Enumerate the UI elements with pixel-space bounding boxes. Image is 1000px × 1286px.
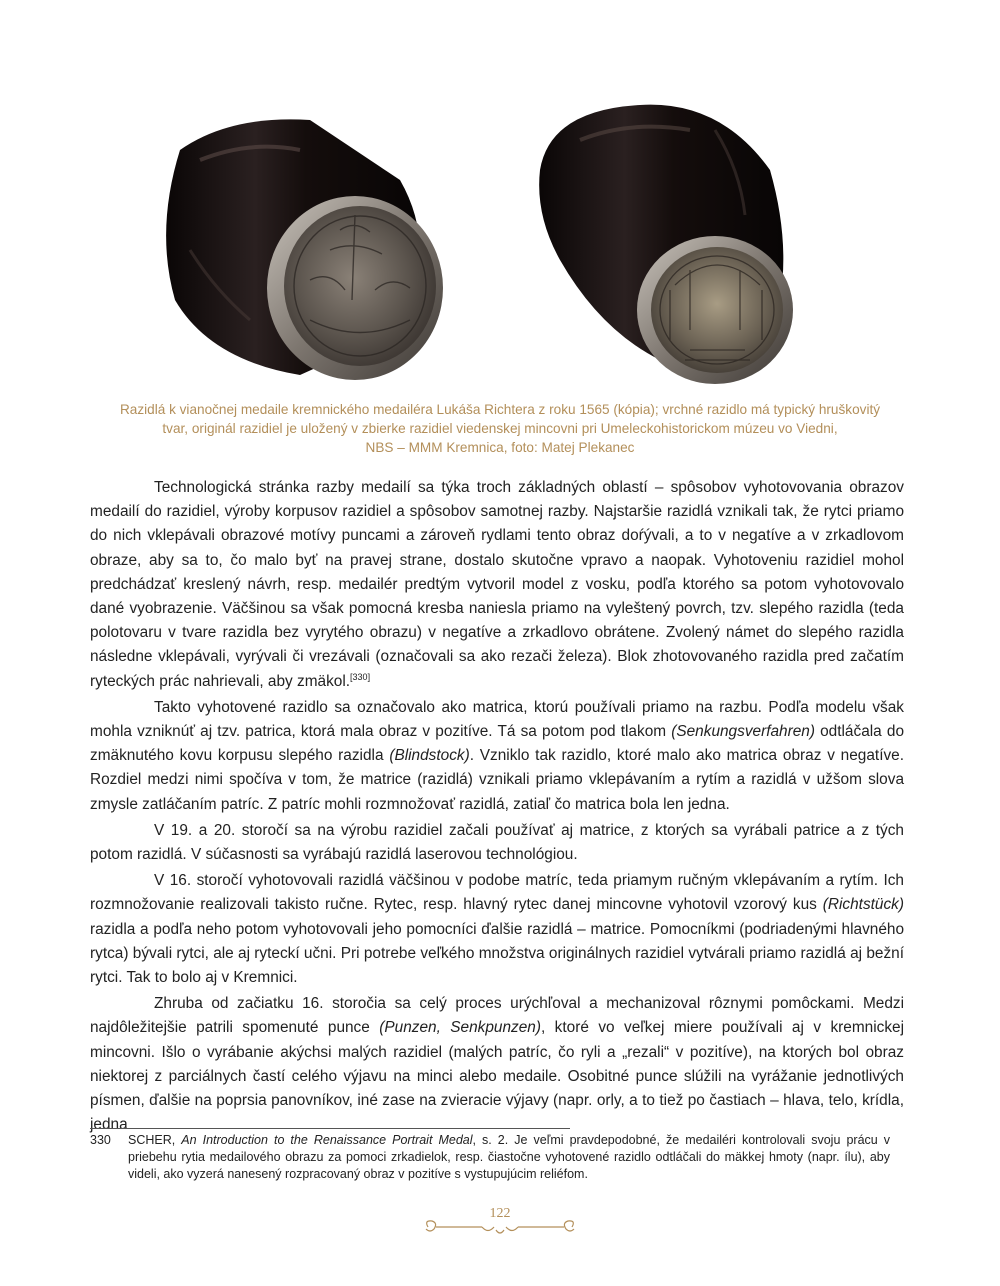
right-die: [539, 105, 793, 384]
page-number: 122: [489, 1206, 511, 1221]
main-text: [90, 476, 904, 1137]
left-die-face: [284, 206, 436, 366]
footnote-title: An Introduction to the Renaissance Portrait Medal: [181, 1133, 473, 1147]
figure-caption: [90, 400, 910, 457]
footnote-rest: , s. 2. Je veľmi pravdepodobné, že medailéri kontrolovali svoju prácu v priebehu rytia medailového obrazu za pomoci zrkadielok, resp. čiastočne vyhotovené razidlo odtláčali do mäkkej hmoty (napr. ílu), aby videli, ako vyzerá nanesený rozpracovaný obraz v pozitíve s vystupujúcim reliéfom.: [128, 1133, 891, 1181]
footnote-ref-330[interactable]: [330]: [350, 671, 371, 682]
footnote-divider: [90, 1128, 570, 1129]
paragraph-2-text-a: Takto vyhotovené razidlo sa označovalo ako matrica, ktorú používali priamo na razbu. Podľa modelu však mohla vzniknúť aj tzv. patrica, ktorá mala obraz v pozitíve. Tá sa potom pod tlakom: [90, 698, 904, 741]
die-photographs: [0, 0, 1000, 400]
left-die: [166, 119, 443, 380]
caption-line-1: Razidlá k vianočnej medaile kremnického medailéra Lukáša Richtera z roku 1565 (kópia); vrchné razidlo má typický hruškovitý: [119, 402, 881, 417]
paragraph-2-text-c: . Vzniklo tak razidlo, ktoré malo ako matrica obraz v negatíve. Rozdiel medzi nimi spočíva v tom, že matrice (razidlá) vznikali priamo vklepávaním a rytím a razidlá v užšom slova zmysle zatláčaním patríc. Z patríc mohli rozmnožovať razidlá, zatiaľ čo matrica bola len jedna.: [90, 747, 904, 813]
paragraph-5: [90, 992, 904, 1137]
footnote-text: [128, 1132, 890, 1183]
paragraph-5-text-b: , ktoré vo veľkej miere používali aj v kremnickej mincovni. Išlo o vyrábanie akýchsi malých razidiel (malých patríc, čo ryli a „rezali“ v pozitíve), na ktorých bol obraz niektorej z parciálnych častí celého výjavu na minci alebo medaile. Osobitné punce slúžili na vyrážanie jednotlivých písmen, ďalšie na poprsia panovníkov, iné zase na zvieracie výjavy (napr. orly, a to tiež po častiach – hlava, telo, krídla, jedna: [90, 1019, 904, 1134]
paragraph-3: V 19. a 20. storočí sa na výrobu razidiel začali používať aj matrice, z ktorých sa vyrábali patrice a z tých potom razidlá. V súčasnosti sa vyrábajú razidlá laserovou technológiou.: [90, 821, 904, 864]
paragraph-2-text-b: odtláčala do zmäknutého kovu korpusu slepého razidla: [90, 723, 905, 765]
footnote-330: [90, 1132, 890, 1183]
paragraph-1-text: Technologická stránka razby medailí sa týka troch základných oblastí – spôsobov vyhotovovania obrazov medailí do razidiel, výroby korpusov razidiel a spôsobov samotnej razby. Najstaršie razidlá vznikali tak, že rytci priamo do nich vklepávali obrazové motívy puncami a zároveň rydlami tento obraz doŕývali, a to v negatíve a v zrkadlovom obraze, aby sa to, čo malo byť na pravej strane, dostalo skutočne vpravo a naopak. Vyhotoveniu razidiel mohol predchádzať kreslený návrh, resp. medailér predtým vytvoril model z vosku, podľa ktorého sa potom vyhotovovalo dané vyobrazenie. Väčšinou sa však pomocná kresba naniesla priamo na vyleštený povrch, tzv. slepého razidla (teda polotovaru v tvare razidla bez vyrytého obrazu) v negatíve a zrkadlovo obrátene. Zvolený námet do slepého razidla následne vklepávali, vyrývali či vrezávali (označovali sa ako rezači železa). Blok zhotovovaného razidla pred začatím ryteckých prác nahrievali, aby zmäkol.: [90, 479, 904, 690]
term-blindstock: (Blindstock): [389, 747, 470, 765]
paragraph-2: [90, 696, 904, 817]
term-richtstuck: (Richtstück): [822, 896, 904, 914]
paragraph-4: [90, 869, 904, 990]
page-ornament-icon: [420, 1216, 580, 1238]
paragraph-1: [90, 476, 904, 694]
caption-line-2: tvar, originál razidiel je uložený v zbierke razidiel viedenskej mincovni pri Umeleckohistorickom múzeu vo Viedni,: [162, 421, 838, 436]
term-punzen: (Punzen, Senkpunzen): [379, 1019, 541, 1037]
footnote-author: SCHER,: [128, 1133, 182, 1147]
paragraph-4-text-b: razidla a podľa neho potom vyhotovovali jeho pomocníci ďalšie razidlá – matrice. Pomocníkmi (podriadenými hlavného rytca) bývali rytci, ale aj ryteckí učni. Pri potrebe veľkého množstva originálnych razidiel vytvárali priamo razidlá aj bežní rytci. Tak to bolo aj v Kremnici.: [90, 920, 904, 987]
term-senkungsverfahren: (Senkungsverfahren): [671, 723, 815, 741]
right-die-face: [651, 247, 783, 373]
paragraph-5-text-a: Zhruba od začiatku 16. storočia sa celý proces urýchľoval a mechanizoval rôznymi pomôckami. Medzi najdôležitejšie patrili spomenuté punce: [90, 995, 904, 1037]
paragraph-4-text-a: V 16. storočí vyhotovovali razidlá väčšinou v podobe matríc, teda priamym ručným vklepávaním a rytím. Ich rozmnožovanie realizovali takisto ručne. Rytec, resp. hlavný rytec danej mincovne vyhotovil vzorový kus: [90, 872, 904, 914]
caption-line-3: NBS – MMM Kremnica, foto: Matej Plekanec: [365, 440, 635, 455]
footnote-number: 330: [90, 1133, 111, 1147]
